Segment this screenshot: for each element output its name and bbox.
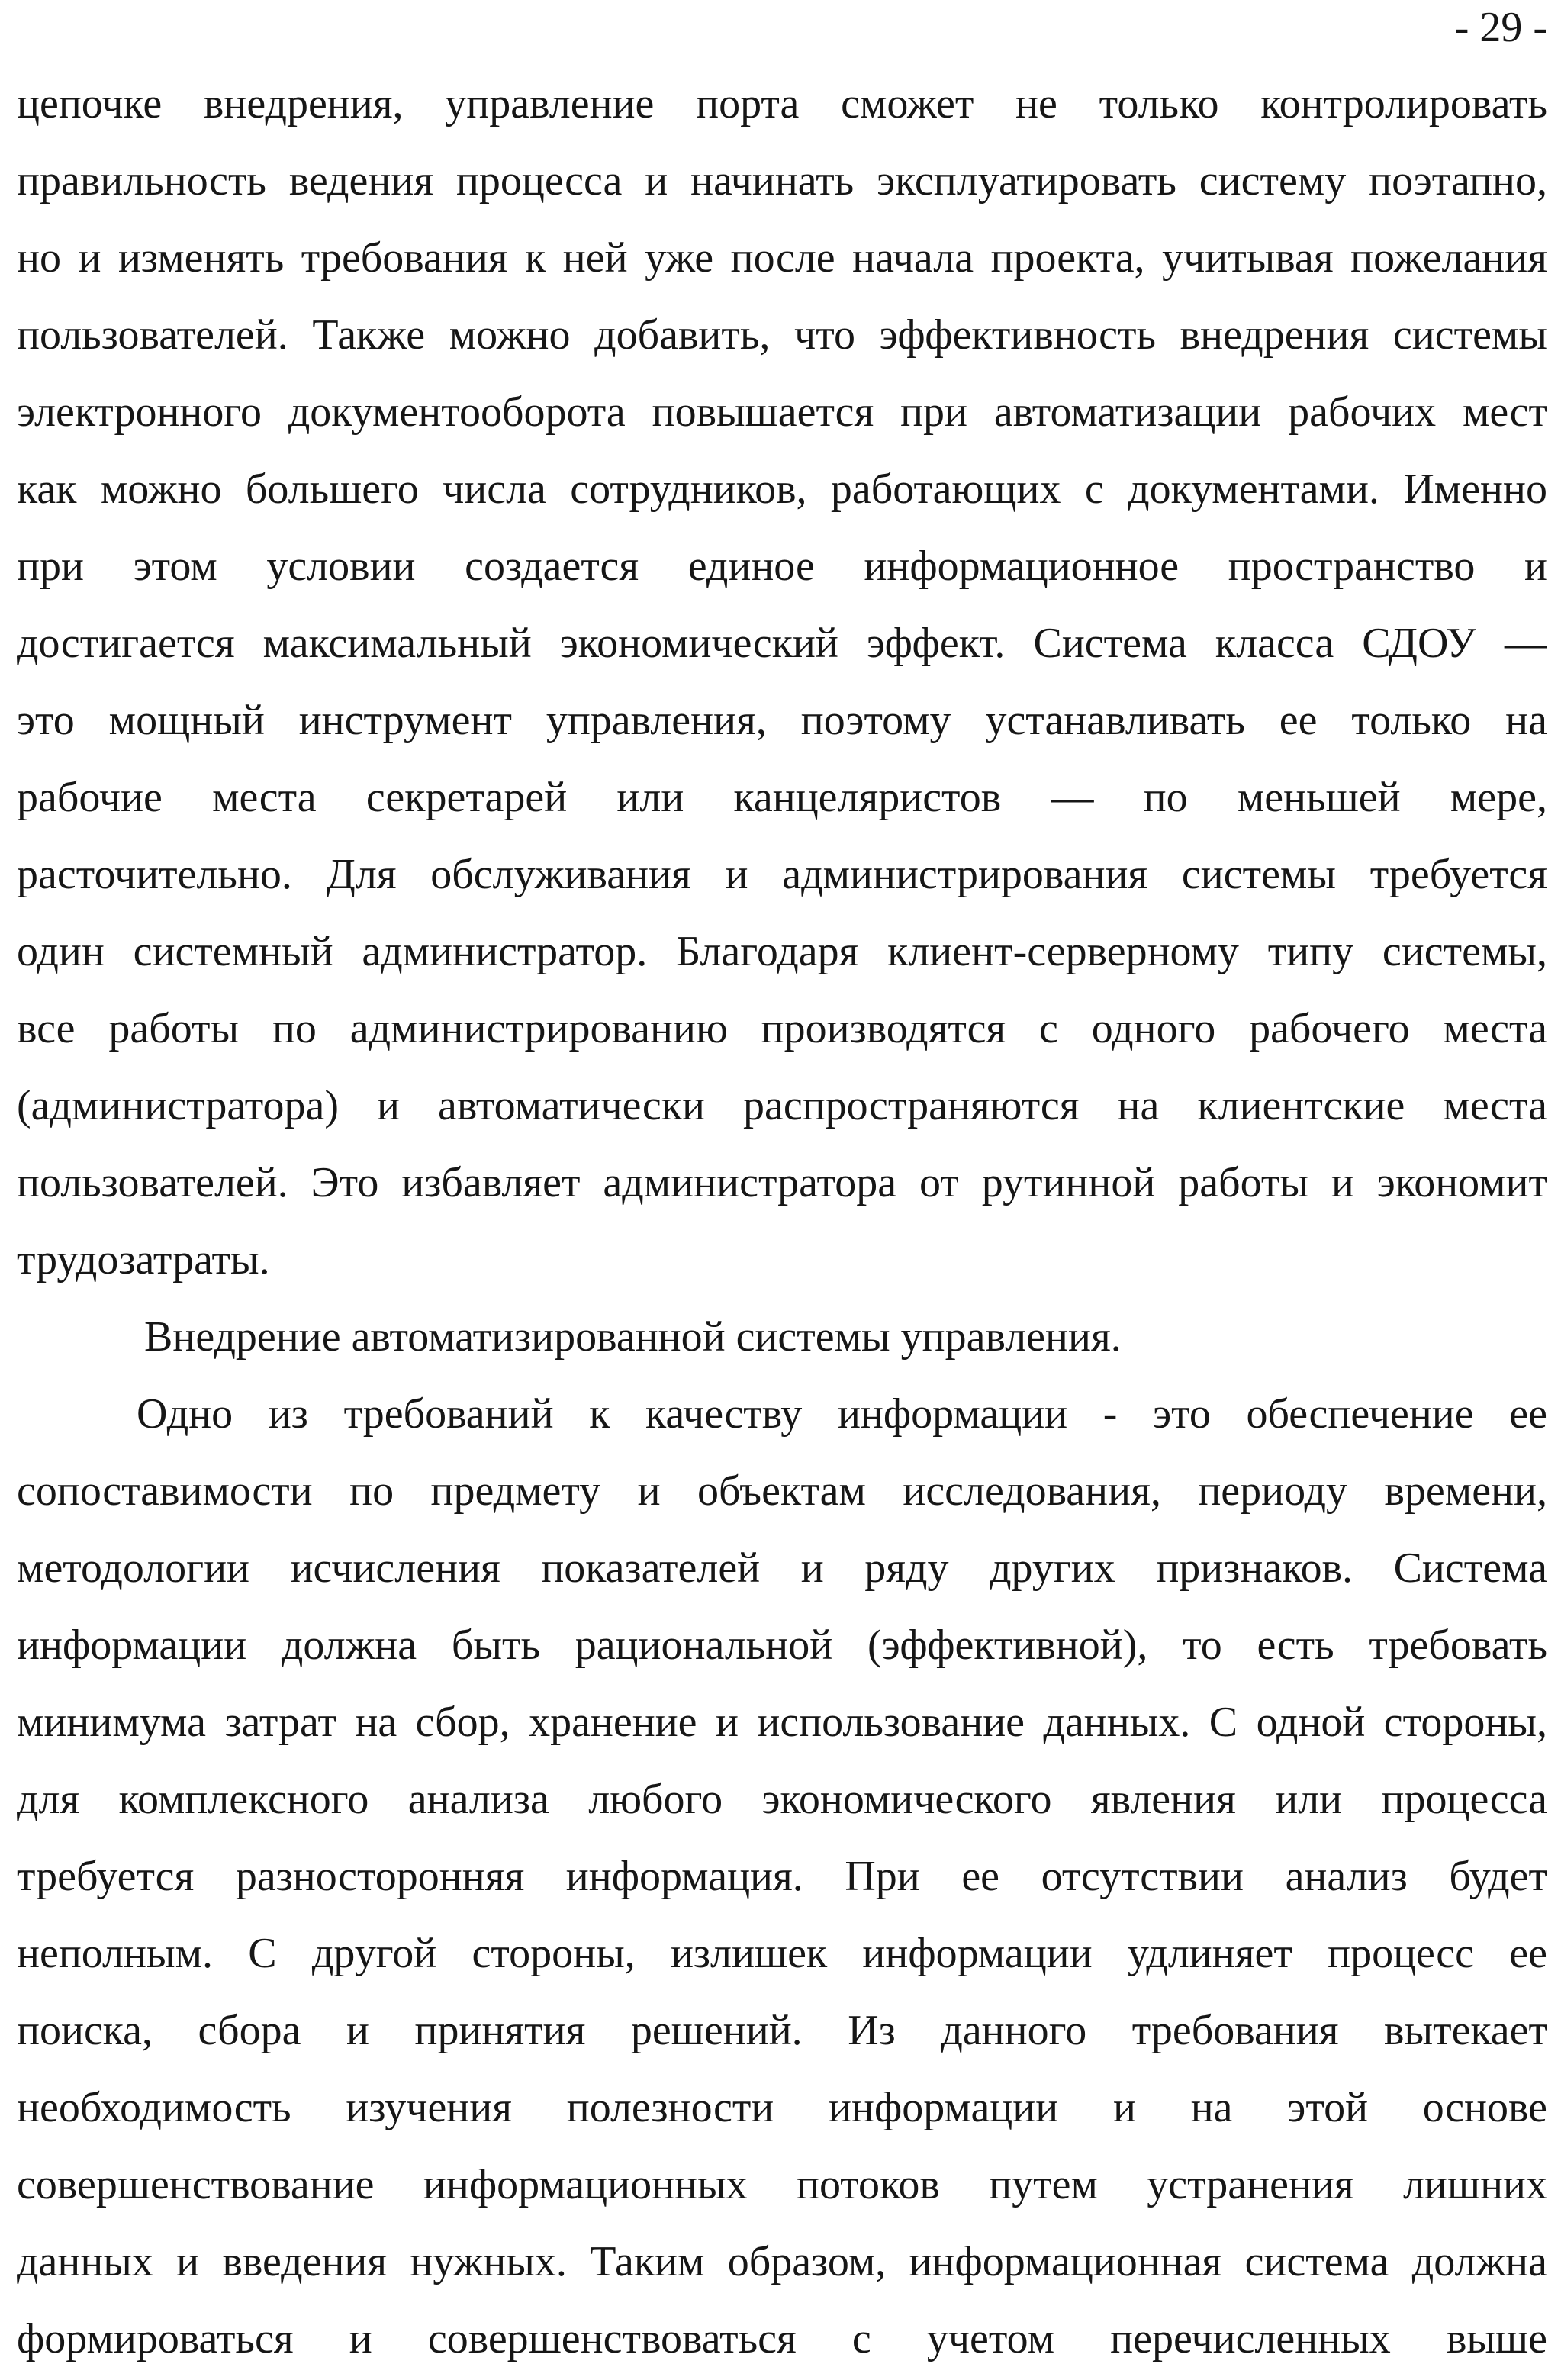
text-line: необходимость изучения полезности информации и на этой основе (17, 2084, 1547, 2131)
paragraph (17, 66, 1547, 1299)
page-number: - 29 - (1454, 4, 1547, 51)
text-line: информации должна быть рациональной (эффективной), то есть требовать (17, 1622, 1547, 1669)
text-line: трудозатраты. (17, 1236, 270, 1283)
text-line: один системный администратор. Благодаря клиент-серверному типу системы, (17, 928, 1547, 975)
text-line: пользователей. Это избавляет администратора от рутинной работы и экономит (17, 1159, 1547, 1206)
text-line: правильность ведения процесса и начинать эксплуатировать систему поэтапно, (17, 157, 1547, 205)
text-line: поиска, сбора и принятия решений. Из данного требования вытекает (17, 2007, 1547, 2054)
body-text (17, 66, 1547, 2378)
text-line: как можно большего числа сотрудников, работающих с документами. Именно (17, 465, 1547, 513)
text-line: для комплексного анализа любого экономического явления или процесса (17, 1776, 1547, 1823)
text-line: минимума затрат на сбор, хранение и использование данных. С одной стороны, (17, 1699, 1547, 1746)
text-line: электронного документооборота повышается при автоматизации рабочих мест (17, 388, 1547, 436)
text-line: достигается максимальный экономический эффект. Система класса СДОУ — (17, 620, 1547, 667)
text-line: сопоставимости по предмету и объектам исследования, периоду времени, (17, 1467, 1547, 1515)
paragraph (17, 1376, 1547, 2378)
text-line: совершенствование информационных потоков путем устранения лишних (17, 2161, 1547, 2208)
text-line: методологии исчисления показателей и ряду других признаков. Система (17, 1544, 1547, 1592)
text-line: данных и введения нужных. Таким образом, информационная система должна (17, 2238, 1547, 2285)
text-line: это мощный инструмент управления, поэтому устанавливать ее только на (17, 697, 1547, 744)
text-line: (администратора) и автоматически распространяются на клиентские места (17, 1082, 1547, 1129)
text-line: но и изменять требования к ней уже после начала проекта, учитывая пожелания (17, 234, 1547, 282)
text-line: требуется разносторонняя информация. При ее отсутствии анализ будет (17, 1853, 1547, 1900)
text-line: формироваться и совершенствоваться с учетом перечисленных выше (17, 2315, 1547, 2362)
section-heading: Внедрение автоматизированной системы управления. (144, 1313, 1122, 1361)
text-line: неполным. С другой стороны, излишек информации удлиняет процесс ее (17, 1930, 1547, 1977)
text-line: Одно из требований к качеству информации - это обеспечение ее (137, 1390, 1547, 1438)
text-line: пользователей. Также можно добавить, что эффективность внедрения системы (17, 311, 1547, 359)
text-line: расточительно. Для обслуживания и администрирования системы требуется (17, 851, 1547, 898)
text-line: при этом условии создается единое информационное пространство и (17, 543, 1547, 590)
text-line: рабочие места секретарей или канцеляристов — по меньшей мере, (17, 774, 1547, 821)
text-line: все работы по администрированию производятся с одного рабочего места (17, 1005, 1547, 1052)
text-line: цепочке внедрения, управление порта сможет не только контролировать (17, 80, 1547, 127)
